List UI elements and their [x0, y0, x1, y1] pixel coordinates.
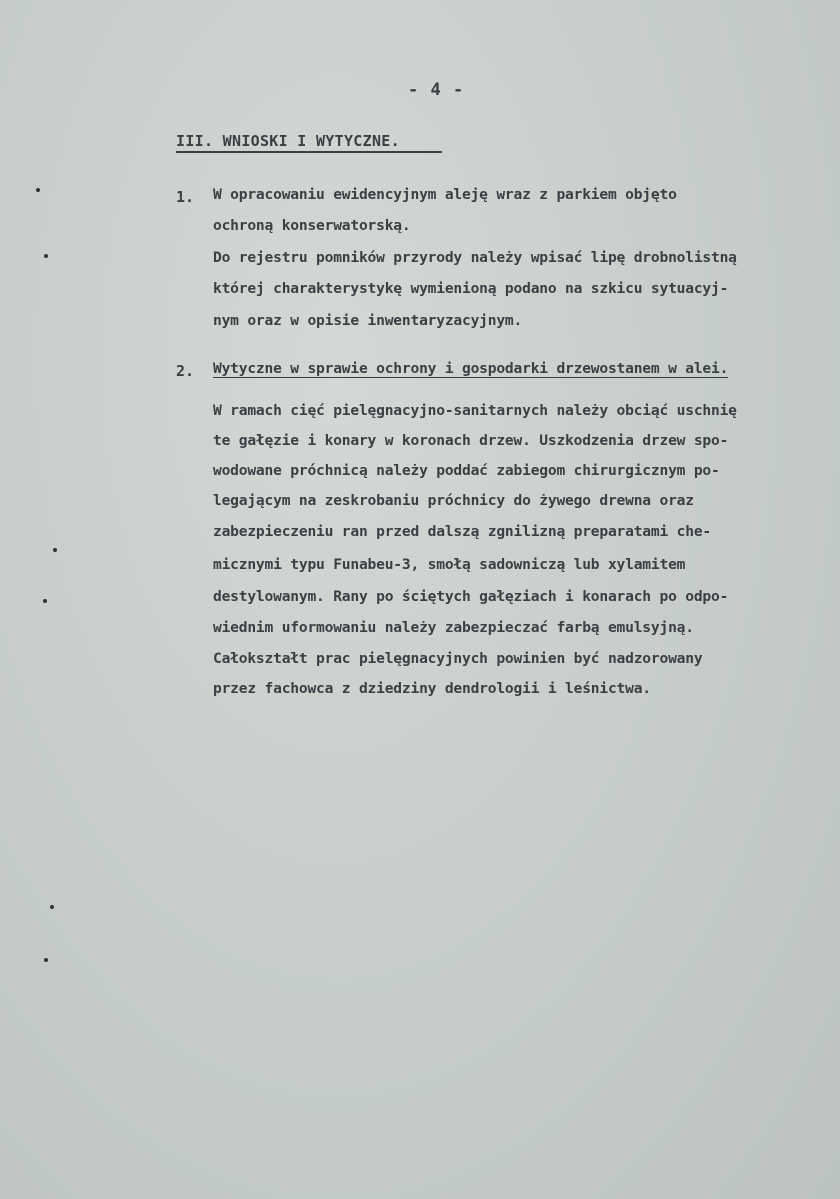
- item-1-line: ochroną konserwatorską.: [213, 217, 411, 234]
- item-2-line: te gałęzie i konary w koronach drzew. Uszkodzenia drzew spo-: [213, 432, 729, 449]
- item-2-title: Wytyczne w sprawie ochrony i gospodarki drzewostanem w alei.: [213, 360, 729, 377]
- item-2-line: zabezpieczeniu ran przed dalszą zgnilizną preparatami che-: [213, 523, 711, 540]
- item-2-line: wiednim uformowaniu należy zabezpieczać farbą emulsyjną.: [213, 619, 694, 636]
- item-1-line: której charakterystykę wymienioną podano na szkicu sytuacyj-: [213, 280, 729, 297]
- margin-dot: [36, 188, 40, 192]
- margin-dot: [50, 905, 54, 909]
- item-2-line: W ramach cięć pielęgnacyjno-sanitarnych należy obciąć uschnię: [213, 402, 737, 419]
- item-2-line: wodowane próchnicą należy poddać zabiegom chirurgicznym po-: [213, 462, 720, 479]
- margin-dot: [53, 548, 57, 552]
- page-number: - 4 -: [408, 80, 465, 100]
- item-1-line: W opracowaniu ewidencyjnym aleję wraz z parkiem objęto: [213, 186, 677, 203]
- item-1-line: nym oraz w opisie inwentaryzacyjnym.: [213, 312, 523, 329]
- margin-dot: [44, 254, 48, 258]
- item-2-line: przez fachowca z dziedziny dendrologii i leśnictwa.: [213, 680, 651, 697]
- item-2-line: legającym na zeskrobaniu próchnicy do żywego drewna oraz: [213, 492, 694, 509]
- item-2-line: destylowanym. Rany po ściętych gałęziach i konarach po odpo-: [213, 588, 729, 605]
- margin-dot: [44, 958, 48, 962]
- item-2-line: micznymi typu Funabeu-3, smołą sadowniczą lub xylamitem: [213, 556, 686, 573]
- item-1-line: Do rejestru pomników przyrody należy wpisać lipę drobnolistną: [213, 249, 737, 266]
- item-1-number: 1.: [176, 188, 195, 206]
- section-heading: III. WNIOSKI I WYTYCZNE.: [176, 132, 442, 153]
- item-2-line: Całokształt prac pielęgnacyjnych powinien być nadzorowany: [213, 650, 703, 667]
- item-2-number: 2.: [176, 362, 195, 380]
- margin-dot: [43, 599, 47, 603]
